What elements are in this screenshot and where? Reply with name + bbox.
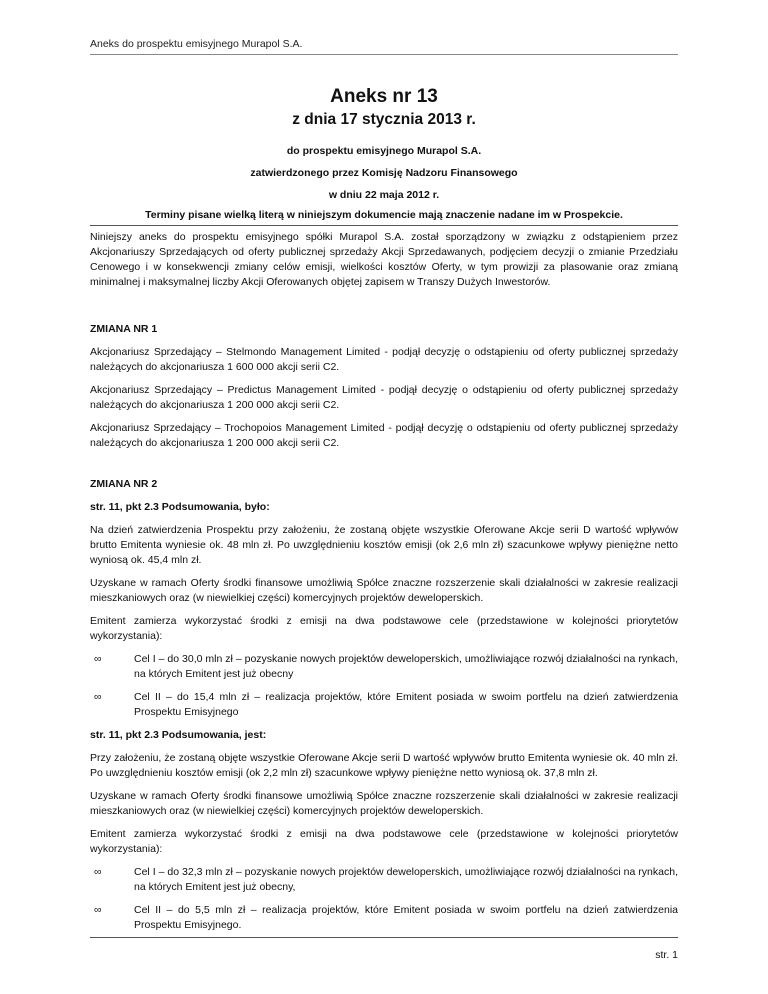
running-header: Aneks do prospektu emisyjnego Murapol S.A.: [90, 38, 303, 50]
was-bullet-item: [90, 652, 678, 682]
infinity-bullet-icon: ∞: [94, 691, 102, 703]
infinity-bullet-icon: ∞: [94, 653, 102, 665]
change-1-paragraph: Akcjonariusz Sprzedający – Stelmondo Management Limited - podjął decyzję o odstąpieniu od oferty publicznej sprzedaży należących do akcjonariusza 1 600 000 akcji serii C2.: [90, 346, 678, 373]
footer-rule: [90, 937, 678, 938]
document-date: z dnia 17 stycznia 2013 r.: [292, 111, 476, 128]
subtitle-line-2: zatwierdzonego przez Komisję Nadzoru Finansowego: [250, 167, 518, 179]
is-subheading: str. 11, pkt 2.3 Podsumowania, jest:: [90, 729, 267, 741]
title-rule: [90, 225, 678, 226]
header-rule: [90, 54, 678, 55]
is-paragraph-1: Przy założeniu, że zostaną objęte wszystkie Oferowane Akcje serii D wartość wpływów brutto Emitenta wyniesie ok. 40 mln zł. Po uwzględnieniu kosztów emisji (ok 2,2 mln zł) szacunkowe wpływy pieniężne netto wyniosą ok. 37,8 mln zł.: [90, 752, 678, 779]
bullet-text: Cel II – do 5,5 mln zł – realizacja projektów, które Emitent posiada w swoim portfelu na dzień zatwierdzenia Prospektu Emisyjnego.: [134, 904, 678, 931]
document-body: [90, 230, 678, 941]
page-number: str. 1: [655, 949, 678, 961]
intro-paragraph: Niniejszy aneks do prospektu emisyjnego spółki Murapol S.A. został sporządzony w związku z odstąpieniem przez Akcjonariuszy Sprzedających od oferty publicznej sprzedaży Akcji Sprzedawanych, podjęciem decyzji o zmianie Przedziału Cenowego i w konsekwencji zmiany celów emisji, wielkości kosztów Oferty, w tym prowizji za plasowanie oraz zmianą minimalnej i maksymalnej liczby Akcji Oferowanych objętej zapisem w Transzy Dużych Inwestorów.: [90, 231, 678, 288]
bullet-text: Cel I – do 30,0 mln zł – pozyskanie nowych projektów deweloperskich, umożliwiające rozwój działalności na rynkach, na których Emitent jest już obecny: [134, 653, 678, 680]
subtitle-line-3: w dniu 22 maja 2012 r.: [328, 189, 440, 201]
change-1-paragraph: Akcjonariusz Sprzedający – Trochopoios Management Limited - podjął decyzję o odstąpieniu od oferty publicznej sprzedaży należących do akcjonariusza 1 200 000 akcji serii C2.: [90, 422, 678, 449]
bullet-text: Cel I – do 32,3 mln zł – pozyskanie nowych projektów deweloperskich, umożliwiające rozwój działalności na rynkach, na których Emitent jest już obecny,: [134, 866, 678, 893]
change-2-heading: ZMIANA NR 2: [90, 478, 158, 490]
is-bullet-item: [90, 865, 678, 895]
was-bullet-item: [90, 690, 678, 720]
is-bullet-item: [90, 903, 678, 933]
change-1-heading: ZMIANA NR 1: [90, 323, 158, 335]
was-paragraph-2: Uzyskane w ramach Oferty środki finansowe umożliwią Spółce znaczne rozszerzenie skali działalności w zakresie realizacji mieszkaniowych oraz (w niewielkiej części) komercyjnych projektów deweloperskich.: [90, 577, 678, 604]
is-paragraph-2: Uzyskane w ramach Oferty środki finansowe umożliwią Spółce znaczne rozszerzenie skali działalności w zakresie realizacji mieszkaniowych oraz (w niewielkiej części) komercyjnych projektów deweloperskich.: [90, 790, 678, 817]
change-1-paragraph: Akcjonariusz Sprzedający – Predictus Management Limited - podjął decyzję o odstąpieniu od oferty publicznej sprzedaży należących do akcjonariusza 1 200 000 akcji serii C2.: [90, 384, 678, 411]
was-paragraph-3: Emitent zamierza wykorzystać środki z emisji na dwa podstawowe cele (przedstawione w kolejności priorytetów wykorzystania):: [90, 615, 678, 642]
terms-note: Terminy pisane wielką literą w niniejszym dokumencie mają znaczenie nadane im w Prospekcie.: [145, 209, 623, 221]
is-paragraph-3: Emitent zamierza wykorzystać środki z emisji na dwa podstawowe cele (przedstawione w kolejności priorytetów wykorzystania):: [90, 828, 678, 855]
was-paragraph-1: Na dzień zatwierdzenia Prospektu przy założeniu, że zostaną objęte wszystkie Oferowane Akcje serii D wartość wpływów brutto Emitenta wyniesie ok. 48 mln zł. Po uwzględnieniu kosztów emisji (ok 2,6 mln zł) szacunkowe wpływy pieniężne netto wyniosą ok. 45,4 mln zł.: [90, 524, 678, 566]
bullet-text: Cel II – do 15,4 mln zł – realizacja projektów, które Emitent posiada w swoim portfelu na dzień zatwierdzenia Prospektu Emisyjnego: [134, 691, 678, 718]
infinity-bullet-icon: ∞: [94, 866, 102, 878]
document-title: Aneks nr 13: [330, 86, 438, 107]
title-block: [90, 84, 678, 226]
infinity-bullet-icon: ∞: [94, 904, 102, 916]
was-subheading: str. 11, pkt 2.3 Podsumowania, było:: [90, 501, 270, 513]
subtitle-line-1: do prospektu emisyjnego Murapol S.A.: [286, 145, 482, 157]
